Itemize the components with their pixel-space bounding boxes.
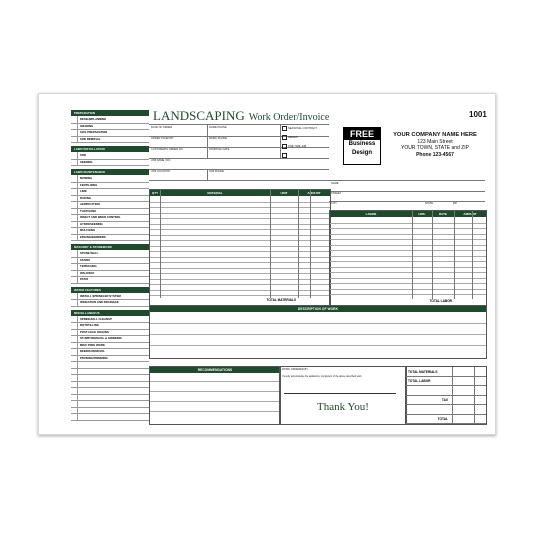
checklist-label: LIME <box>80 189 87 194</box>
section-header: MISCELLANEOUS <box>71 310 149 316</box>
signature-box <box>279 366 407 425</box>
checklist-label: STONE WALL <box>80 251 99 256</box>
materials-table <box>149 189 331 307</box>
thank-you-text: Thank You! <box>317 401 369 413</box>
totals-row <box>406 405 486 415</box>
work-phone-label: WORK PHONE <box>209 137 228 140</box>
logo-free: FREE <box>344 128 380 140</box>
section-header: MASONRY & STONEWORK <box>71 244 149 250</box>
check-seasonal[interactable]: SEASONAL CONTRACT <box>282 126 317 131</box>
materials-col-header: MATERIAL <box>207 190 223 195</box>
materials-col-header: QTY <box>151 190 159 195</box>
checklist-label: INSECT AND WEED CONTROL <box>80 215 121 220</box>
city-label: CITY <box>331 202 337 205</box>
checklist-label: IRRIGATION AND DRAINAGE <box>80 300 119 305</box>
work-ordered-by-label: WORK ORDERED BY <box>282 368 308 371</box>
checklist-label: TERRACING <box>80 264 97 269</box>
checklist-blank-row[interactable] <box>71 413 149 421</box>
checklist-item[interactable] <box>71 276 149 284</box>
form-number: 1001 <box>469 110 487 119</box>
checklist-label: POST HOLE DIGGING <box>80 329 110 334</box>
checklist-label: SEEDING <box>80 159 93 164</box>
recommendations-header: RECOMMENDATIONS <box>150 367 280 373</box>
job-phone-label: JOB PHONE <box>209 170 224 173</box>
logo-design: Design <box>351 150 372 156</box>
totals-row <box>406 396 486 406</box>
acknowledge-text: I hereby acknowledge the satisfactory completion of the above described work. <box>282 376 363 378</box>
checklist-label: STAIRS <box>80 257 91 262</box>
form-title <box>153 107 329 125</box>
checklist-label: MISC TREE WORK <box>80 342 105 347</box>
company-phone: Phone 123-4567 <box>416 151 454 158</box>
logo-business: Business <box>348 141 376 147</box>
checklist-item[interactable] <box>71 299 149 307</box>
work-order-sheet <box>38 93 496 435</box>
order-info-block <box>149 124 329 189</box>
totals-label: TOTAL <box>437 417 448 421</box>
description-header: DESCRIPTION OF WORK <box>150 306 486 312</box>
section-header: LAWN INSTALLATION <box>71 146 149 152</box>
checklist-label: THATCHING <box>80 208 97 213</box>
materials-col-header: UNIT <box>280 190 288 195</box>
checklist-label: SOD REMOVAL <box>80 136 101 141</box>
checklist-box[interactable] <box>71 299 78 306</box>
job-location-label: JOB LOCATION <box>151 170 170 173</box>
labor-col-header: HRS. <box>418 211 426 216</box>
checklist-label: DEBRIS REMOVAL <box>80 349 106 354</box>
totals-row <box>406 377 486 387</box>
home-phone-label: HOME PHONE <box>209 126 227 129</box>
date-of-order-label: DATE OF ORDER <box>151 126 173 129</box>
description-of-work <box>149 305 487 359</box>
checklist-box[interactable] <box>71 159 78 166</box>
section-header: PREPARATION <box>71 110 149 116</box>
checklist-label: ROTOTILLING <box>80 323 99 328</box>
name-label: NAME <box>331 182 339 185</box>
checklist-box[interactable] <box>71 234 78 241</box>
checklist-label: HYDROSEEDING <box>80 221 103 226</box>
totals-row <box>406 367 486 377</box>
totals-label: TAX <box>441 398 448 402</box>
recommendations-box <box>149 366 281 425</box>
checklist-label: MULCHING <box>80 228 96 233</box>
check-blank[interactable] <box>282 153 288 158</box>
checklist-box[interactable] <box>71 276 78 283</box>
job-name-label: JOB NAME / NO. <box>151 159 172 162</box>
checklist-label: RAKING <box>80 195 92 200</box>
starting-date-label: STARTING DATE <box>209 148 230 151</box>
customer-block <box>329 180 485 211</box>
street-label: STREET <box>331 192 342 195</box>
checklist-label: MOWING <box>80 176 93 181</box>
checklist-label: EDGING/BORDERS <box>80 234 106 239</box>
checklist-label: SOD <box>80 153 87 158</box>
checklist-label: WALKWAY <box>80 270 95 275</box>
checklist-label: DESIGN/PLANNING <box>80 117 107 122</box>
labor-table <box>329 210 487 307</box>
checklist-item[interactable] <box>71 234 149 242</box>
labor-col-header: AMOUNT <box>463 211 477 216</box>
checklist-label: SOIL PREPARATION <box>80 130 108 135</box>
total-materials-label: TOTAL MATERIALS <box>266 298 296 302</box>
zip-label: ZIP <box>453 202 458 205</box>
total-labor-label: TOTAL LABOR <box>429 299 452 303</box>
form-title-caps: LANDSCAPING <box>153 108 245 123</box>
totals-label: TOTAL LABOR <box>408 379 431 383</box>
company-street: 123 Main Street <box>417 138 453 145</box>
totals-box <box>405 366 487 425</box>
service-checklist <box>71 110 149 422</box>
section-header: LAWN MAINTENANCE <box>71 169 149 175</box>
labor-col-header: LABOR <box>365 211 377 216</box>
check-one-time[interactable]: ONE TIME JOB <box>282 144 306 149</box>
state-label: STATE <box>425 202 433 205</box>
checklist-label: FERTILIZING <box>80 182 98 187</box>
section-header: WATER FEATURES <box>71 287 149 293</box>
totals-label: TOTAL MATERIALS <box>408 369 438 374</box>
company-name: YOUR COMPANY NAME HERE <box>393 132 477 138</box>
company-city: YOUR TOWN, STATE and ZIP <box>401 145 469 151</box>
labor-col-header: RATE <box>439 211 447 216</box>
checklist-item[interactable] <box>71 136 149 144</box>
check-repeat[interactable]: REPEAT <box>282 135 298 140</box>
form-title-rest: Work Order/Invoice <box>248 112 330 123</box>
company-info <box>385 132 485 158</box>
checklist-label: SPRINGFALL CLEANUP <box>80 316 112 321</box>
materials-col-header: AMOUNT <box>307 190 321 195</box>
checklist-item[interactable] <box>71 159 149 167</box>
order-taken-by-label: ORDER TAKEN BY <box>151 137 174 140</box>
checklist-label: PATIO <box>80 277 89 282</box>
checklist-label: PRUNING/TRIMMING <box>80 355 108 360</box>
totals-row <box>406 415 486 425</box>
customer-order-label: CUSTOMER'S ORDER NO. <box>151 148 184 151</box>
checklist-label: GRADING <box>80 123 94 128</box>
company-logo <box>343 127 381 165</box>
checklist-label: AERIFICATION <box>80 202 100 207</box>
checklist-box[interactable] <box>71 136 78 143</box>
checklist-label: STUMP REMOVAL & GRINDING <box>80 336 122 341</box>
checklist-label: INSTALL SPRINKLER SYSTEM <box>80 293 121 298</box>
totals-row <box>406 386 486 396</box>
